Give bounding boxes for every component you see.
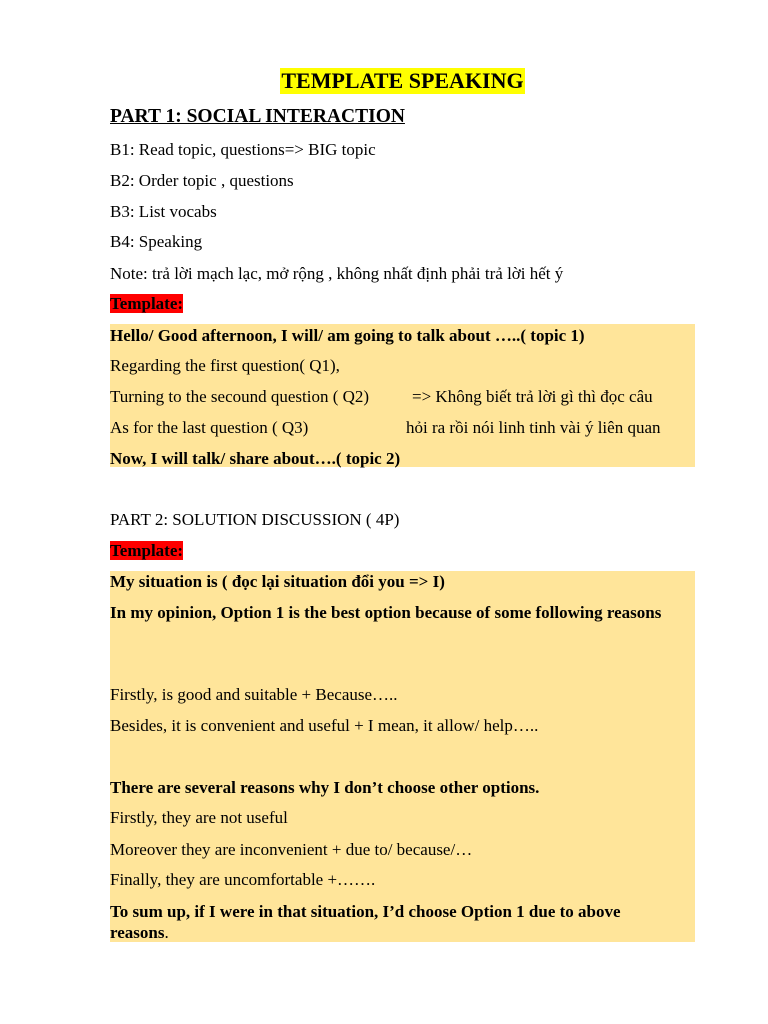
part1-template-label: Template: <box>110 294 184 313</box>
document-title: TEMPLATE SPEAKING <box>281 68 524 93</box>
part2-template-inconvenient: Moreover they are inconvenient + due to/ because/… <box>110 840 473 859</box>
part2-template-label-row <box>110 540 183 561</box>
part1-template-q2-tip: => Không biết trả lời gì thì đọc câu <box>412 387 653 406</box>
part1-template-intro: Hello/ Good afternoon, I will/ am going to talk about …..( topic 1) <box>110 326 585 345</box>
part2-template-situation: My situation is ( đọc lại situation đổi you => I) <box>110 572 445 591</box>
part2-template-box <box>110 571 695 942</box>
part1-step-4: B4: Speaking <box>110 232 203 251</box>
part1-template-outro: Now, I will talk/ share about….( topic 2) <box>110 449 401 468</box>
part2-template-firstly: Firstly, is good and suitable + Because….. <box>110 685 398 704</box>
part1-template-q2: Turning to the secound question ( Q2) <box>110 387 370 406</box>
part1-template-q3: As for the last question ( Q3) <box>110 418 309 437</box>
part1-template-box <box>110 324 695 467</box>
part1-template-q3-tip: hỏi ra rồi nói linh tinh vài ý liên quan <box>406 418 661 437</box>
part2-template-not-useful: Firstly, they are not useful <box>110 808 288 827</box>
part2-template-conclusion-period: . <box>164 923 169 942</box>
part2-template-opinion: In my opinion, Option 1 is the best option because of some following reasons <box>110 603 662 622</box>
title-wrapper <box>110 68 695 94</box>
part2-template-reasons-heading: There are several reasons why I don’t choose other options. <box>110 778 540 797</box>
part1-template-q1: Regarding the first question( Q1), <box>110 356 340 375</box>
part1-note: Note: trả lời mạch lạc, mở rộng , không nhất định phải trả lời hết ý <box>110 264 564 283</box>
part1-template-label-row <box>110 293 183 314</box>
part1-step-1: B1: Read topic, questions=> BIG topic <box>110 140 376 159</box>
part1-step-3: B3: List vocabs <box>110 202 217 221</box>
part2-heading: PART 2: SOLUTION DISCUSSION ( 4P) <box>110 510 400 529</box>
part2-template-conclusion-row <box>110 901 670 943</box>
part1-heading: PART 1: SOCIAL INTERACTION <box>110 106 405 127</box>
part1-step-2: B2: Order topic , questions <box>110 171 294 190</box>
part2-template-label: Template: <box>110 541 184 560</box>
document-page <box>110 0 695 1024</box>
part2-template-besides: Besides, it is convenient and useful + I mean, it allow/ help….. <box>110 716 539 735</box>
part2-template-uncomfortable: Finally, they are uncomfortable +……. <box>110 870 376 889</box>
part2-template-conclusion: To sum up, if I were in that situation, I’d choose Option 1 due to above reasons <box>110 902 621 942</box>
